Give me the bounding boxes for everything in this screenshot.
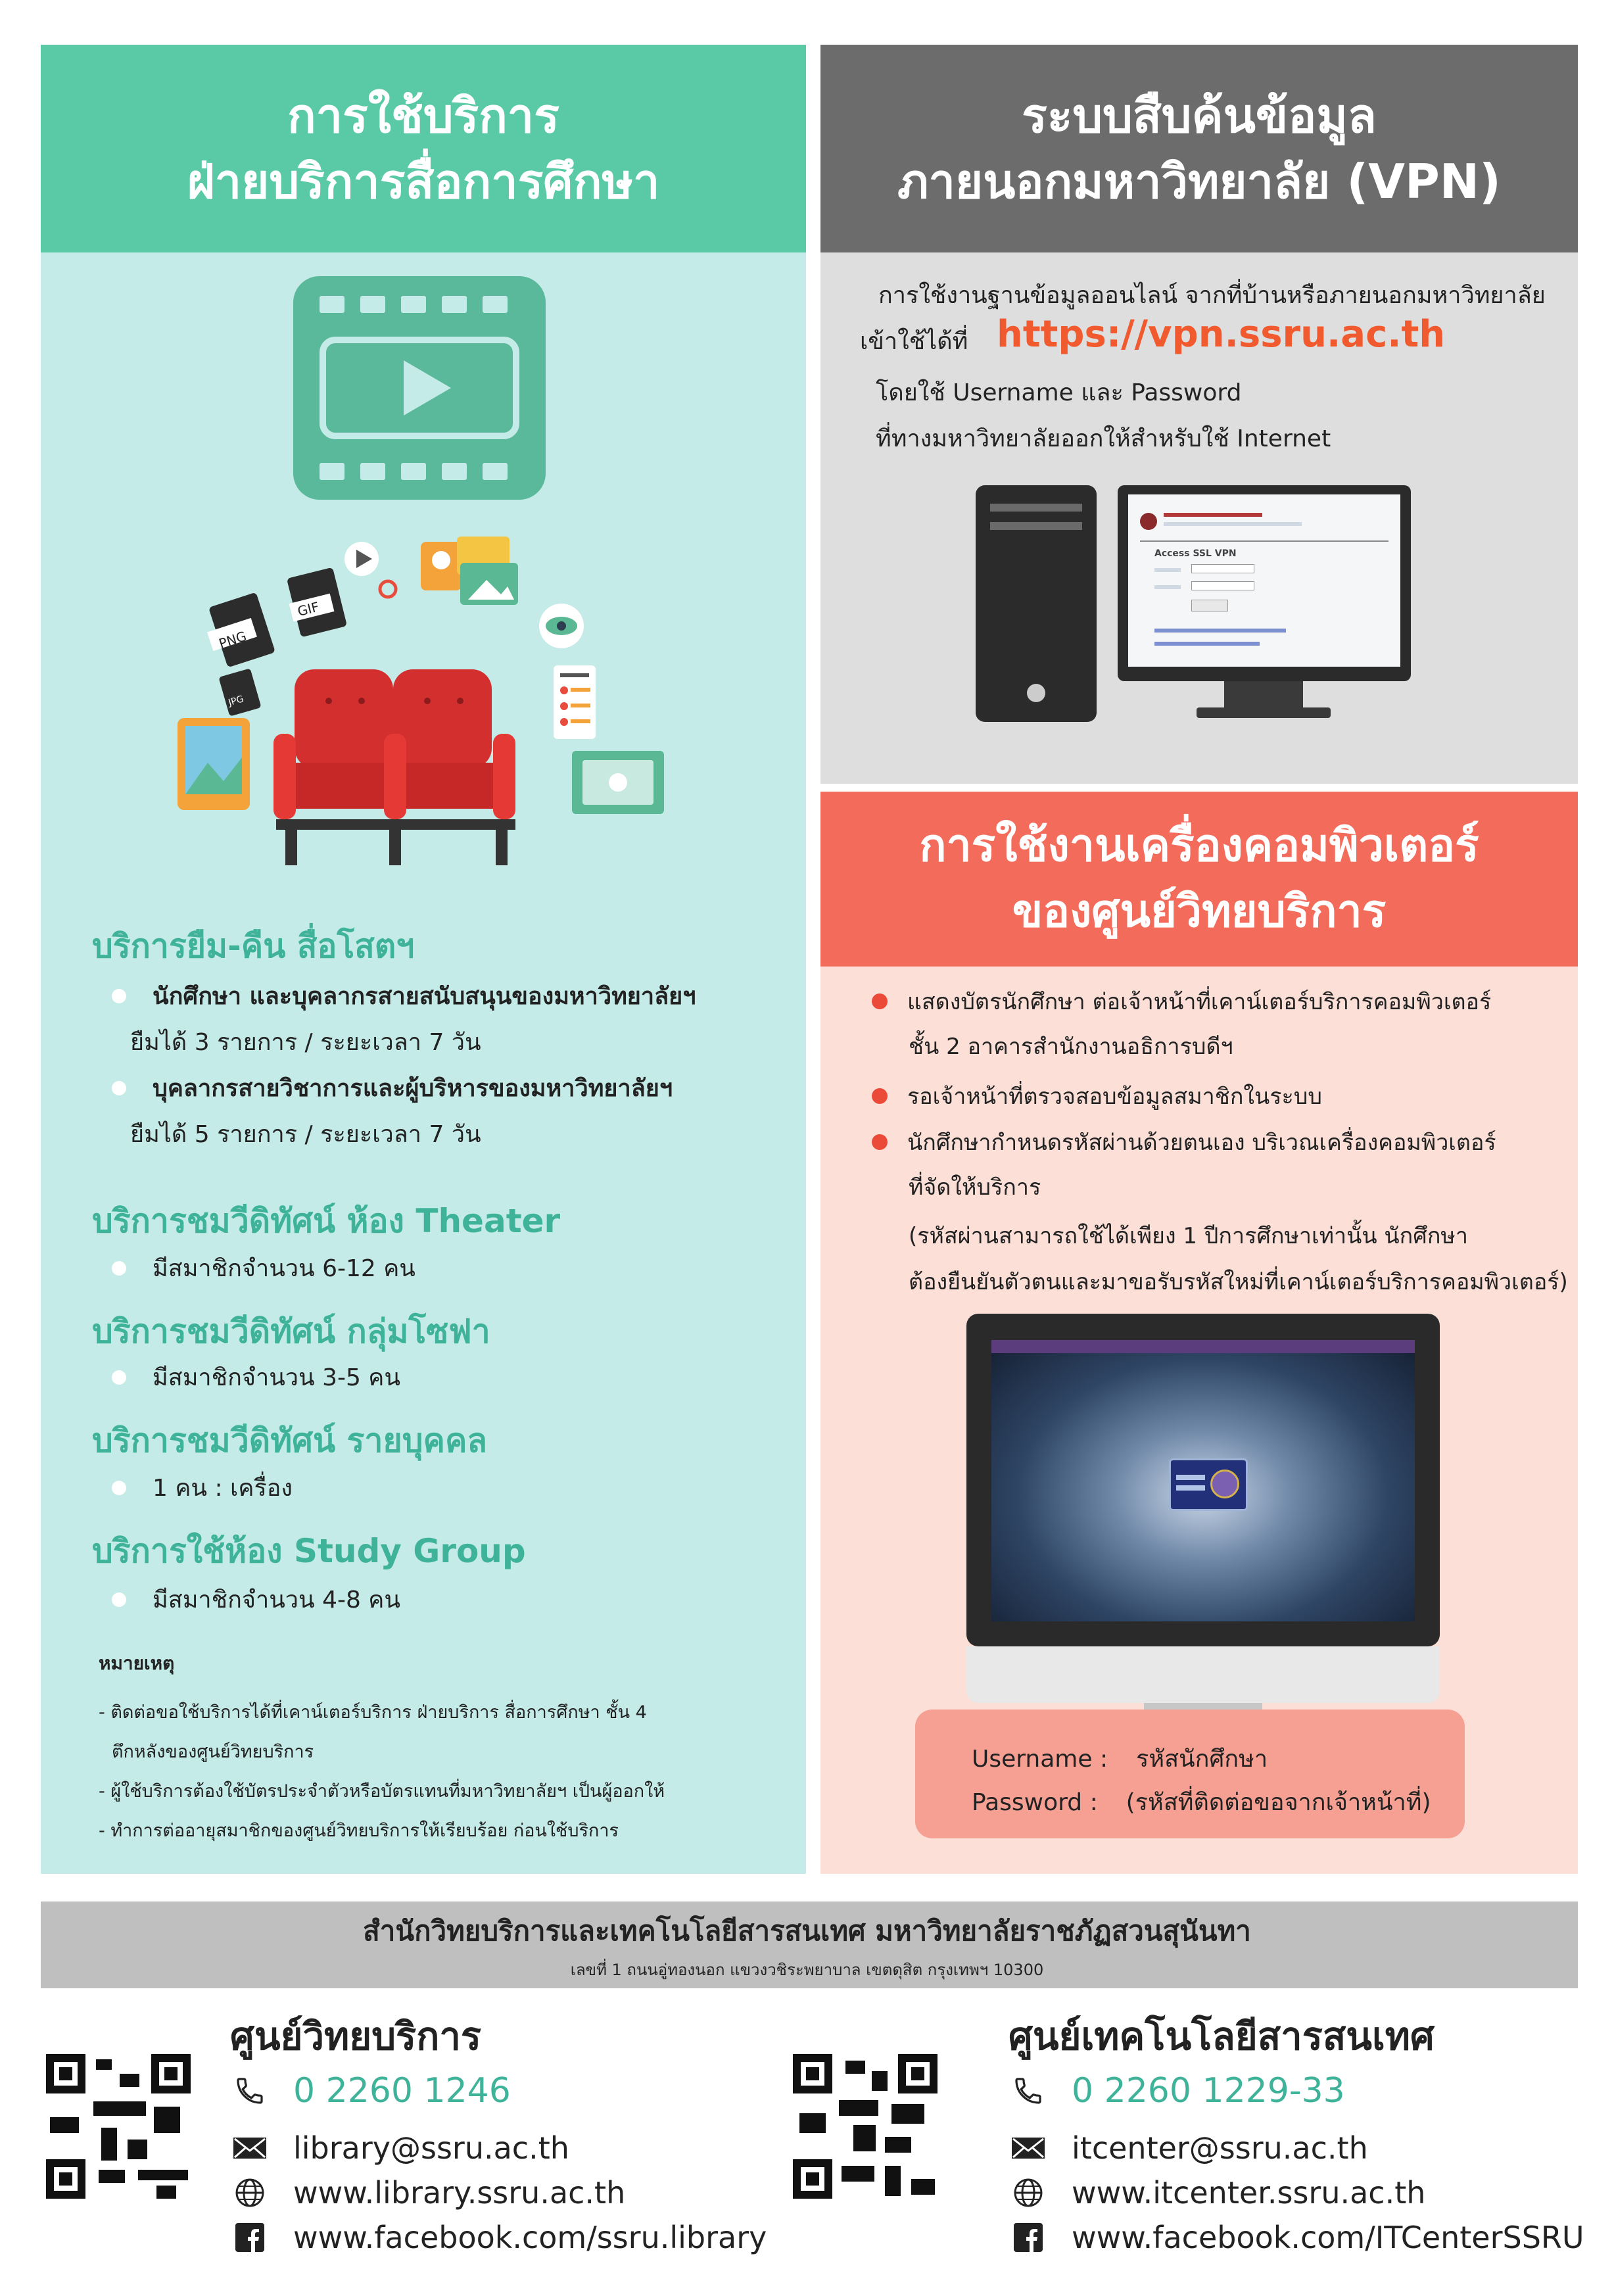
media-services-header (41, 45, 806, 252)
vpn-credentials-text: โดยใช้ Username และ Password (876, 379, 1242, 406)
loan-student-bullet: นักศึกษา และบุคลากรสายสนับสนุนของมหาวิทยาลัยฯ (112, 977, 696, 1015)
itcenter-web-row (1009, 2175, 1425, 2211)
theater-illustration (164, 526, 677, 868)
loan-service-heading: บริการยืม-คืน สื่อโสตฯ (92, 927, 415, 965)
sofa-service-heading: บริการชมวีดิทัศน์ กลุ่มโซฟา (92, 1312, 490, 1351)
vpn-screen-heading: Access SSL VPN (1154, 548, 1237, 559)
itcenter-phone-row (1009, 2071, 1345, 2111)
computer-title-line2: ของศูนย์วิทยบริการ (1012, 886, 1387, 938)
vpn-internet-text: ที่ทางมหาวิทยาลัยออกให้สำหรับใช้ Internet (876, 425, 1331, 452)
gif-file-icon (287, 567, 347, 638)
theater-service-heading: บริการชมวีดิทัศน์ ห้อง Theater (92, 1202, 561, 1240)
computer-step-1: แสดงบัตรนักศึกษา ต่อเจ้าหน้าที่เคาน์เตอร์บริการคอมพิวเตอร์ (872, 984, 1491, 1019)
note-item: - ผู้ใช้บริการต้องใช้บัตรประจำตัวหรือบัตรแทนที่มหาวิทยาลัยฯ เป็นผู้ออกให้ (99, 1781, 665, 1802)
library-facebook-row (230, 2220, 767, 2255)
facebook-icon (230, 2221, 270, 2254)
itcenter-facebook[interactable]: www.facebook.com/ITCenterSSRU (1072, 2220, 1584, 2255)
phone-icon (1009, 2074, 1048, 2107)
note-item: - ทำการต่ออายุสมาชิกของศูนย์วิทยบริการให้เรียบร้อย ก่อนใช้บริการ (99, 1821, 619, 1841)
username-label: Username : (972, 1746, 1108, 1773)
vpn-access-label: เข้าใช้ได้ที่ (860, 328, 968, 355)
organization-name: สำนักวิทยบริการและเทคโนโลยีสารสนเทศ มหาวิทยาลัยราชภัฏสวนสุนันทา (363, 1915, 1251, 1947)
png-label: PNG (216, 628, 249, 652)
password-note-line2: ต้องยืนยันตัวตนและมาขอรับรหัสใหม่ที่เคาน์เตอร์บริการคอมพิวเตอร์) (909, 1269, 1568, 1295)
username-row (972, 1740, 1268, 1777)
individual-service-heading: บริการชมวีดิทัศน์ รายบุคคล (92, 1422, 488, 1460)
loan-faculty-bullet: บุคลากรสายวิชาการและผู้บริหารของมหาวิทยาลัยฯ (112, 1069, 673, 1107)
vpn-title-line2: ภายนอกมหาวิทยาลัย (VPN) (897, 154, 1501, 209)
theater-service-bullet: มีสมาชิกจำนวน 6-12 คน (112, 1249, 415, 1287)
vpn-login-screenshot (1128, 494, 1400, 667)
itcenter-facebook-row (1009, 2220, 1584, 2255)
vpn-title-line1: ระบบสืบค้นข้อมูล (1022, 88, 1377, 143)
library-email[interactable]: library@ssru.ac.th (293, 2130, 569, 2166)
library-phone[interactable]: 0 2260 1246 (293, 2071, 511, 2111)
vpn-description: การใช้งานฐานข้อมูลออนไลน์ จากที่บ้านหรือภายนอกมหาวิทยาลัย (878, 282, 1546, 309)
phone-icon (230, 2074, 270, 2107)
video-play-icon (293, 276, 546, 500)
facebook-icon (1009, 2221, 1048, 2254)
globe-icon (230, 2176, 270, 2209)
computer-step-3-cont: ที่จัดให้บริการ (909, 1174, 1041, 1201)
png-file-icon (207, 592, 275, 668)
jpg-label: JPG (227, 694, 245, 709)
vpn-url-link[interactable]: https://vpn.ssru.ac.th (997, 313, 1446, 356)
pc-tower-icon (976, 485, 1097, 722)
username-value: รหัสนักศึกษา (1136, 1746, 1268, 1773)
organization-address: เลขที่ 1 ถนนอู่ทองนอก แขวงวชิระพยาบาล เขตดุสิต กรุงเทพฯ 10300 (570, 1961, 1044, 1979)
password-value: (รหัสที่ติดต่อขอจากเจ้าหน้าที่) (1126, 1789, 1431, 1816)
jpg-file-icon (218, 668, 261, 716)
mail-icon (230, 2132, 270, 2164)
imac-login-screenshot (991, 1340, 1415, 1621)
password-label: Password : (972, 1789, 1098, 1816)
library-email-row (230, 2130, 569, 2166)
itcenter-email-row (1009, 2130, 1368, 2166)
media-services-title-line2: ฝ่ายบริการสื่อการศึกษา (187, 154, 660, 209)
media-services-title-line1: การใช้บริการ (287, 88, 559, 143)
computer-title-line1: การใช้งานเครื่องคอมพิวเตอร์ (919, 820, 1479, 872)
itcenter-phone[interactable]: 0 2260 1229-33 (1072, 2071, 1345, 2111)
vpn-header (820, 45, 1578, 252)
mail-icon (1009, 2132, 1048, 2164)
password-row (972, 1783, 1431, 1821)
study-group-heading: บริการใช้ห้อง Study Group (92, 1532, 526, 1570)
gif-label: GIF (295, 598, 321, 619)
library-center-name: ศูนย์วิทยบริการ (230, 2014, 482, 2059)
library-website[interactable]: www.library.ssru.ac.th (293, 2175, 626, 2211)
theater-seats (273, 669, 515, 865)
note-item: - ติดต่อขอใช้บริการได้ที่เคาน์เตอร์บริการ ฝ่ายบริการ สื่อการศึกษา ชั้น 4 (99, 1702, 647, 1723)
library-phone-row (230, 2071, 511, 2111)
computer-step-1-cont: ชั้น 2 อาคารสำนักงานอธิการบดีฯ (909, 1034, 1233, 1060)
note-item: ตึกหลังของศูนย์วิทยบริการ (112, 1742, 314, 1762)
library-qr-code (46, 2054, 191, 2199)
itcenter-email[interactable]: itcenter@ssru.ac.th (1072, 2130, 1368, 2166)
loan-faculty-detail: ยืมได้ 5 รายการ / ระยะเวลา 7 วัน (130, 1121, 481, 1148)
computer-step-3: นักศึกษากำหนดรหัสผ่านด้วยตนเอง บริเวณเครื่องคอมพิวเตอร์ (872, 1124, 1496, 1160)
itcenter-name: ศูนย์เทคโนโลยีสารสนเทศ (1009, 2014, 1435, 2059)
password-note-line1: (รหัสผ่านสามารถใช้ได้เพียง 1 ปีการศึกษาเท่านั้น นักศึกษา (909, 1223, 1468, 1249)
computer-service-header (820, 792, 1578, 967)
library-web-row (230, 2175, 625, 2211)
computer-step-2: รอเจ้าหน้าที่ตรวจสอบข้อมูลสมาชิกในระบบ (872, 1078, 1322, 1114)
individual-service-bullet: 1 คน : เครื่อง (112, 1469, 293, 1506)
sofa-service-bullet: มีสมาชิกจำนวน 3-5 คน (112, 1358, 400, 1396)
itcenter-website[interactable]: www.itcenter.ssru.ac.th (1072, 2175, 1426, 2211)
notes-title: หมายเหตุ (99, 1652, 175, 1674)
itcenter-qr-code (793, 2054, 938, 2199)
globe-icon (1009, 2176, 1048, 2209)
study-group-bullet: มีสมาชิกจำนวน 4-8 คน (112, 1581, 400, 1618)
library-facebook[interactable]: www.facebook.com/ssru.library (293, 2220, 767, 2255)
loan-student-detail: ยืมได้ 3 รายการ / ระยะเวลา 7 วัน (130, 1029, 481, 1056)
